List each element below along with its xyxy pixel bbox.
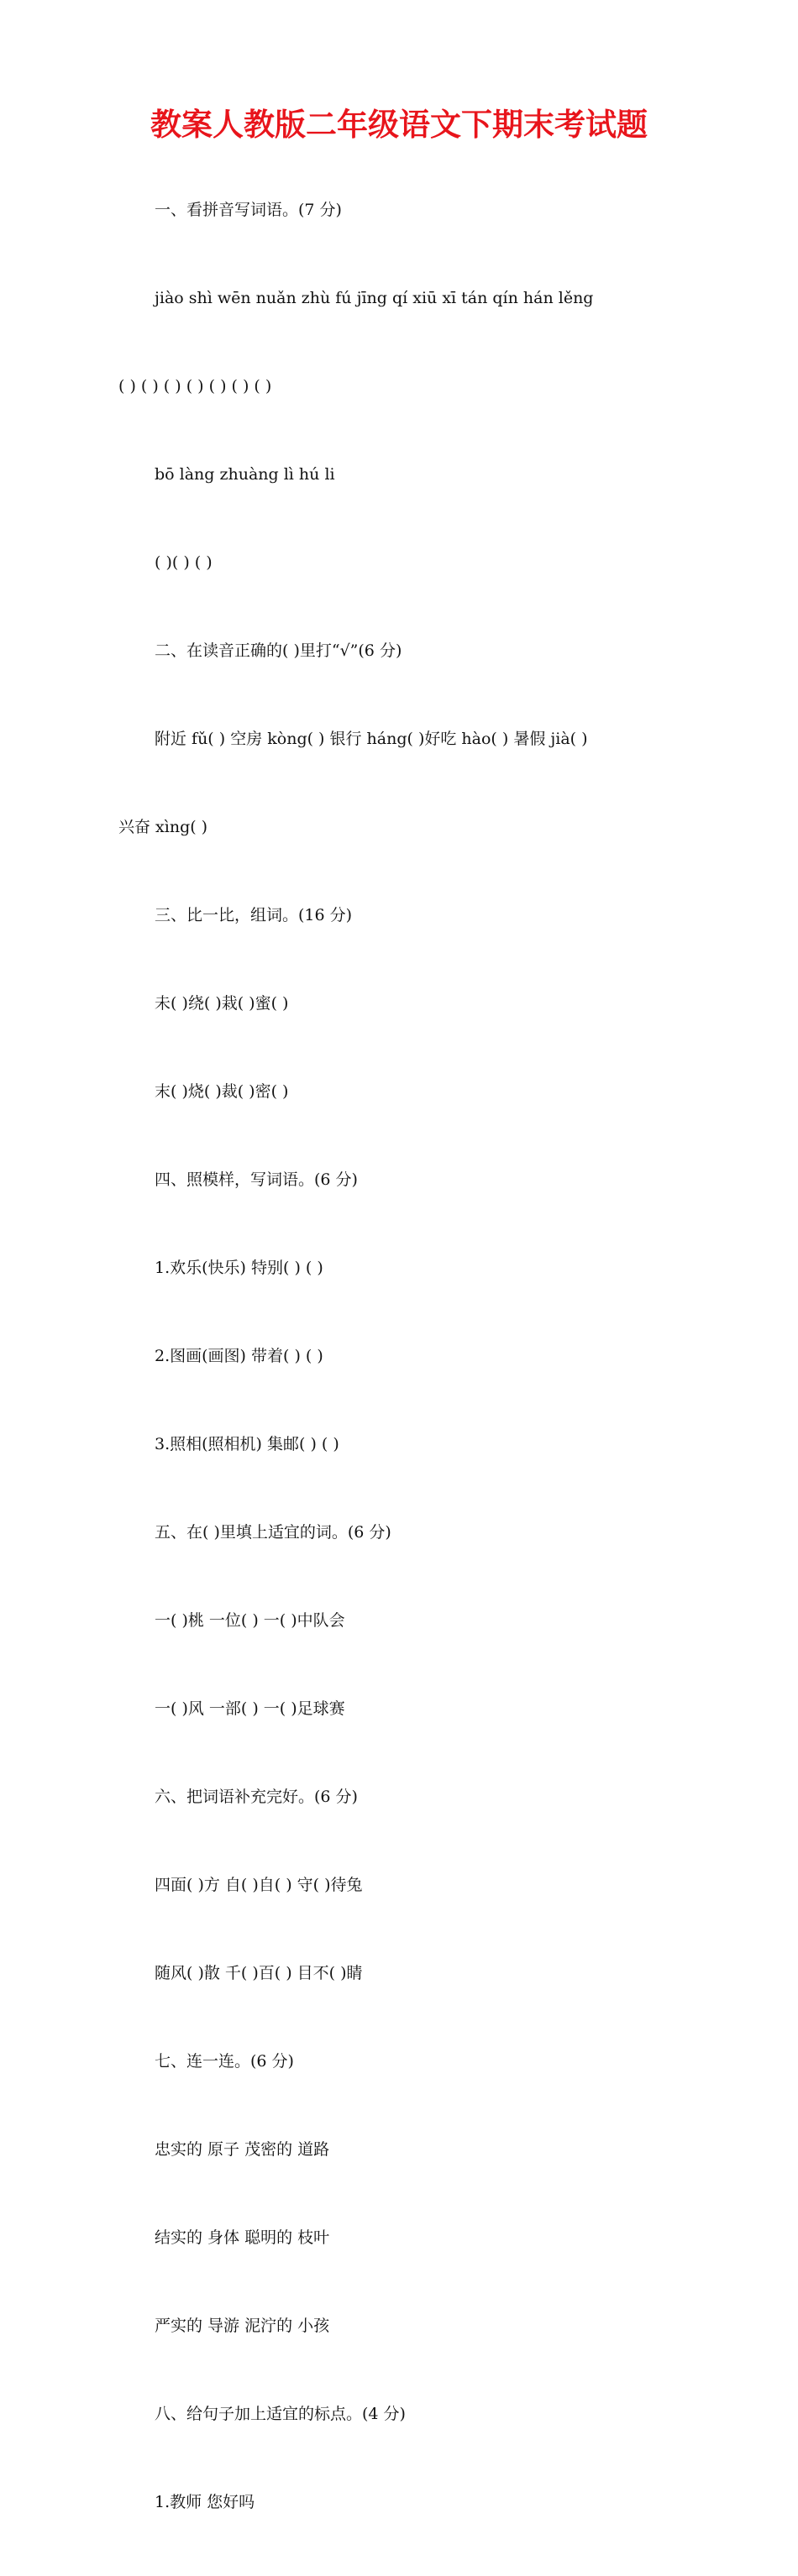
fill-line-1: 一( )桃 一位( ) 一( )中队会 bbox=[155, 1611, 345, 1630]
section-heading-8: 八、给句子加上适宜的标点。(4 分) bbox=[155, 2405, 406, 2423]
example-line-1: 1.欢乐(快乐) 特别( ) ( ) bbox=[155, 1259, 323, 1277]
section-heading-2: 二、在读音正确的( )里打“√”(6 分) bbox=[155, 641, 402, 660]
section-heading-4: 四、照模样，写词语。(6 分) bbox=[155, 1170, 358, 1189]
punctuation-line-1: 1.教师 您好吗 bbox=[155, 2493, 255, 2511]
page-title: 教案人教版二年级语文下期末考试题 bbox=[150, 107, 648, 143]
compare-line-2: 末( )烧( )裁( )密( ) bbox=[155, 1082, 289, 1101]
section-heading-7: 七、连一连。(6 分) bbox=[155, 2052, 294, 2071]
example-line-2: 2.图画(画图) 带着( ) ( ) bbox=[155, 1347, 323, 1365]
reading-line-1: 附近 fǔ( ) 空房 kòng( ) 银行 háng( )好吃 hào( ) 暑假 jià( ) bbox=[155, 730, 588, 748]
section-heading-3: 三、比一比，组词。(16 分) bbox=[155, 906, 353, 924]
section-heading-6: 六、把词语补充完好。(6 分) bbox=[155, 1788, 358, 1806]
match-line-3: 严实的 导游 泥泞的 小孩 bbox=[155, 2317, 330, 2335]
answer-blanks-2: ( )( ) ( ) bbox=[155, 553, 213, 572]
compare-line-1: 未( )绕( )栽( )蜜( ) bbox=[155, 994, 289, 1013]
section-heading-1: 一、看拼音写词语。(7 分) bbox=[155, 201, 342, 219]
answer-blanks-1: ( ) ( ) ( ) ( ) ( ) ( ) ( ) bbox=[118, 377, 272, 395]
idiom-line-2: 随风( )散 千( )百( ) 目不( )睛 bbox=[155, 1964, 363, 1982]
fill-line-2: 一( )风 一部( ) 一( )足球赛 bbox=[155, 1699, 345, 1718]
exam-body bbox=[118, 137, 690, 2576]
match-line-2: 结实的 身体 聪明的 枝叶 bbox=[155, 2228, 330, 2247]
pinyin-line-1: jiào shì wēn nuǎn zhù fú jīng qí xiū xī tán qín hán lěng bbox=[155, 289, 594, 307]
reading-line-2: 兴奋 xìng( ) bbox=[118, 818, 208, 836]
match-line-1: 忠实的 原子 茂密的 道路 bbox=[155, 2140, 330, 2159]
example-line-3: 3.照相(照相机) 集邮( ) ( ) bbox=[155, 1435, 339, 1453]
pinyin-line-2: bō làng zhuàng lì hú li bbox=[155, 465, 335, 484]
idiom-line-1: 四面( )方 自( )自( ) 守( )待兔 bbox=[155, 1876, 363, 1894]
section-heading-5: 五、在( )里填上适宜的词。(6 分) bbox=[155, 1523, 391, 1542]
